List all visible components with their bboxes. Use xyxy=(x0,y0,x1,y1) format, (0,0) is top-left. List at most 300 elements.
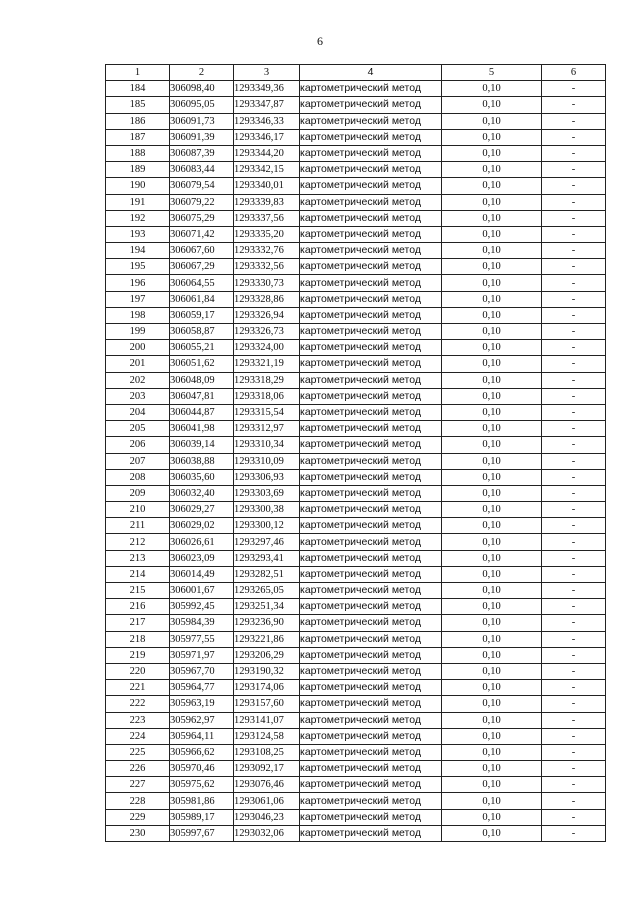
table-row xyxy=(106,372,606,388)
accuracy-cell: 0,10 xyxy=(442,825,542,841)
note-cell: - xyxy=(542,793,606,809)
table-row xyxy=(106,469,606,485)
y-coordinate-cell: 1293347,87 xyxy=(234,97,300,113)
point-number-cell: 224 xyxy=(106,728,170,744)
point-number-cell: 215 xyxy=(106,583,170,599)
note-cell: - xyxy=(542,485,606,501)
x-coordinate-cell: 306067,60 xyxy=(170,243,234,259)
accuracy-cell: 0,10 xyxy=(442,259,542,275)
table-row xyxy=(106,502,606,518)
x-coordinate-cell: 306095,05 xyxy=(170,97,234,113)
point-number-cell: 194 xyxy=(106,243,170,259)
note-cell: - xyxy=(542,437,606,453)
page-number: 6 xyxy=(317,34,323,48)
table-row xyxy=(106,81,606,97)
note-cell: - xyxy=(542,129,606,145)
point-number-cell: 214 xyxy=(106,566,170,582)
y-coordinate-cell: 1293315,54 xyxy=(234,404,300,420)
note-cell: - xyxy=(542,777,606,793)
point-number-cell: 208 xyxy=(106,469,170,485)
table-row xyxy=(106,663,606,679)
header-cell: 5 xyxy=(442,65,542,81)
point-number-cell: 212 xyxy=(106,534,170,550)
x-coordinate-cell: 306083,44 xyxy=(170,162,234,178)
y-coordinate-cell: 1293174,06 xyxy=(234,680,300,696)
note-cell: - xyxy=(542,162,606,178)
table-row xyxy=(106,275,606,291)
x-coordinate-cell: 305970,46 xyxy=(170,761,234,777)
x-coordinate-cell: 305992,45 xyxy=(170,599,234,615)
table-row xyxy=(106,404,606,420)
x-coordinate-cell: 305967,70 xyxy=(170,663,234,679)
note-cell: - xyxy=(542,534,606,550)
accuracy-cell: 0,10 xyxy=(442,324,542,340)
x-coordinate-cell: 305997,67 xyxy=(170,825,234,841)
y-coordinate-cell: 1293326,73 xyxy=(234,324,300,340)
method-cell: картометрический метод xyxy=(300,809,442,825)
method-cell: картометрический метод xyxy=(300,210,442,226)
table-row xyxy=(106,825,606,841)
y-coordinate-cell: 1293312,97 xyxy=(234,421,300,437)
note-cell: - xyxy=(542,469,606,485)
accuracy-cell: 0,10 xyxy=(442,566,542,582)
accuracy-cell: 0,10 xyxy=(442,502,542,518)
accuracy-cell: 0,10 xyxy=(442,777,542,793)
accuracy-cell: 0,10 xyxy=(442,291,542,307)
accuracy-cell: 0,10 xyxy=(442,469,542,485)
table-row xyxy=(106,534,606,550)
x-coordinate-cell: 305964,77 xyxy=(170,680,234,696)
y-coordinate-cell: 1293303,69 xyxy=(234,485,300,501)
table-row xyxy=(106,194,606,210)
accuracy-cell: 0,10 xyxy=(442,226,542,242)
point-number-cell: 199 xyxy=(106,324,170,340)
y-coordinate-cell: 1293300,12 xyxy=(234,518,300,534)
accuracy-cell: 0,10 xyxy=(442,696,542,712)
note-cell: - xyxy=(542,566,606,582)
note-cell: - xyxy=(542,388,606,404)
table-row xyxy=(106,518,606,534)
note-cell: - xyxy=(542,825,606,841)
point-number-cell: 197 xyxy=(106,291,170,307)
note-cell: - xyxy=(542,275,606,291)
accuracy-cell: 0,10 xyxy=(442,550,542,566)
table-row xyxy=(106,809,606,825)
table-row xyxy=(106,388,606,404)
x-coordinate-cell: 306023,09 xyxy=(170,550,234,566)
x-coordinate-cell: 305989,17 xyxy=(170,809,234,825)
method-cell: картометрический метод xyxy=(300,129,442,145)
table-row xyxy=(106,793,606,809)
method-cell: картометрический метод xyxy=(300,307,442,323)
y-coordinate-cell: 1293032,06 xyxy=(234,825,300,841)
point-number-cell: 191 xyxy=(106,194,170,210)
note-cell: - xyxy=(542,226,606,242)
method-cell: картометрический метод xyxy=(300,81,442,97)
y-coordinate-cell: 1293332,56 xyxy=(234,259,300,275)
note-cell: - xyxy=(542,680,606,696)
accuracy-cell: 0,10 xyxy=(442,356,542,372)
note-cell: - xyxy=(542,194,606,210)
point-number-cell: 207 xyxy=(106,453,170,469)
x-coordinate-cell: 306091,73 xyxy=(170,113,234,129)
x-coordinate-cell: 306059,17 xyxy=(170,307,234,323)
method-cell: картометрический метод xyxy=(300,647,442,663)
method-cell: картометрический метод xyxy=(300,583,442,599)
x-coordinate-cell: 306064,55 xyxy=(170,275,234,291)
x-coordinate-cell: 306014,49 xyxy=(170,566,234,582)
x-coordinate-cell: 306035,60 xyxy=(170,469,234,485)
accuracy-cell: 0,10 xyxy=(442,761,542,777)
method-cell: картометрический метод xyxy=(300,113,442,129)
y-coordinate-cell: 1293310,09 xyxy=(234,453,300,469)
x-coordinate-cell: 305964,11 xyxy=(170,728,234,744)
table-row xyxy=(106,599,606,615)
accuracy-cell: 0,10 xyxy=(442,663,542,679)
accuracy-cell: 0,10 xyxy=(442,744,542,760)
accuracy-cell: 0,10 xyxy=(442,793,542,809)
method-cell: картометрический метод xyxy=(300,615,442,631)
accuracy-cell: 0,10 xyxy=(442,275,542,291)
point-number-cell: 216 xyxy=(106,599,170,615)
point-number-cell: 230 xyxy=(106,825,170,841)
note-cell: - xyxy=(542,761,606,777)
y-coordinate-cell: 1293124,58 xyxy=(234,728,300,744)
note-cell: - xyxy=(542,744,606,760)
x-coordinate-cell: 305984,39 xyxy=(170,615,234,631)
method-cell: картометрический метод xyxy=(300,97,442,113)
point-number-cell: 228 xyxy=(106,793,170,809)
method-cell: картометрический метод xyxy=(300,777,442,793)
x-coordinate-cell: 306075,29 xyxy=(170,210,234,226)
point-number-cell: 210 xyxy=(106,502,170,518)
table-row xyxy=(106,97,606,113)
x-coordinate-cell: 305963,19 xyxy=(170,696,234,712)
note-cell: - xyxy=(542,696,606,712)
accuracy-cell: 0,10 xyxy=(442,145,542,161)
y-coordinate-cell: 1293265,05 xyxy=(234,583,300,599)
accuracy-cell: 0,10 xyxy=(442,615,542,631)
x-coordinate-cell: 306079,22 xyxy=(170,194,234,210)
point-number-cell: 185 xyxy=(106,97,170,113)
x-coordinate-cell: 306098,40 xyxy=(170,81,234,97)
note-cell: - xyxy=(542,728,606,744)
method-cell: картометрический метод xyxy=(300,194,442,210)
y-coordinate-cell: 1293346,33 xyxy=(234,113,300,129)
accuracy-cell: 0,10 xyxy=(442,534,542,550)
table-row xyxy=(106,744,606,760)
point-number-cell: 218 xyxy=(106,631,170,647)
x-coordinate-cell: 306041,98 xyxy=(170,421,234,437)
method-cell: картометрический метод xyxy=(300,162,442,178)
point-number-cell: 229 xyxy=(106,809,170,825)
table-row xyxy=(106,421,606,437)
note-cell: - xyxy=(542,145,606,161)
note-cell: - xyxy=(542,712,606,728)
note-cell: - xyxy=(542,178,606,194)
x-coordinate-cell: 305962,97 xyxy=(170,712,234,728)
method-cell: картометрический метод xyxy=(300,178,442,194)
note-cell: - xyxy=(542,809,606,825)
point-number-cell: 196 xyxy=(106,275,170,291)
x-coordinate-cell: 306055,21 xyxy=(170,340,234,356)
method-cell: картометрический метод xyxy=(300,631,442,647)
method-cell: картометрический метод xyxy=(300,518,442,534)
y-coordinate-cell: 1293236,90 xyxy=(234,615,300,631)
method-cell: картометрический метод xyxy=(300,275,442,291)
point-number-cell: 188 xyxy=(106,145,170,161)
y-coordinate-cell: 1293318,06 xyxy=(234,388,300,404)
y-coordinate-cell: 1293326,94 xyxy=(234,307,300,323)
method-cell: картометрический метод xyxy=(300,469,442,485)
method-cell: картометрический метод xyxy=(300,793,442,809)
note-cell: - xyxy=(542,502,606,518)
table-body xyxy=(106,65,606,842)
x-coordinate-cell: 306091,39 xyxy=(170,129,234,145)
method-cell: картометрический метод xyxy=(300,696,442,712)
method-cell: картометрический метод xyxy=(300,291,442,307)
accuracy-cell: 0,10 xyxy=(442,421,542,437)
x-coordinate-cell: 306029,02 xyxy=(170,518,234,534)
table-row xyxy=(106,631,606,647)
note-cell: - xyxy=(542,631,606,647)
accuracy-cell: 0,10 xyxy=(442,243,542,259)
point-number-cell: 220 xyxy=(106,663,170,679)
note-cell: - xyxy=(542,663,606,679)
table-row xyxy=(106,550,606,566)
method-cell: картометрический метод xyxy=(300,340,442,356)
method-cell: картометрический метод xyxy=(300,145,442,161)
x-coordinate-cell: 305977,55 xyxy=(170,631,234,647)
table-row xyxy=(106,761,606,777)
accuracy-cell: 0,10 xyxy=(442,404,542,420)
header-cell: 2 xyxy=(170,65,234,81)
y-coordinate-cell: 1293342,15 xyxy=(234,162,300,178)
method-cell: картометрический метод xyxy=(300,243,442,259)
x-coordinate-cell: 306001,67 xyxy=(170,583,234,599)
point-number-cell: 189 xyxy=(106,162,170,178)
point-number-cell: 226 xyxy=(106,761,170,777)
point-number-cell: 219 xyxy=(106,647,170,663)
y-coordinate-cell: 1293190,32 xyxy=(234,663,300,679)
point-number-cell: 203 xyxy=(106,388,170,404)
table-row xyxy=(106,307,606,323)
y-coordinate-cell: 1293332,76 xyxy=(234,243,300,259)
method-cell: картометрический метод xyxy=(300,372,442,388)
note-cell: - xyxy=(542,324,606,340)
note-cell: - xyxy=(542,340,606,356)
point-number-cell: 227 xyxy=(106,777,170,793)
point-number-cell: 225 xyxy=(106,744,170,760)
method-cell: картометрический метод xyxy=(300,599,442,615)
point-number-cell: 223 xyxy=(106,712,170,728)
point-number-cell: 186 xyxy=(106,113,170,129)
note-cell: - xyxy=(542,404,606,420)
y-coordinate-cell: 1293297,46 xyxy=(234,534,300,550)
note-cell: - xyxy=(542,421,606,437)
note-cell: - xyxy=(542,210,606,226)
accuracy-cell: 0,10 xyxy=(442,680,542,696)
method-cell: картометрический метод xyxy=(300,663,442,679)
y-coordinate-cell: 1293306,93 xyxy=(234,469,300,485)
point-number-cell: 187 xyxy=(106,129,170,145)
y-coordinate-cell: 1293346,17 xyxy=(234,129,300,145)
note-cell: - xyxy=(542,518,606,534)
table-row xyxy=(106,178,606,194)
y-coordinate-cell: 1293141,07 xyxy=(234,712,300,728)
point-number-cell: 221 xyxy=(106,680,170,696)
accuracy-cell: 0,10 xyxy=(442,340,542,356)
point-number-cell: 195 xyxy=(106,259,170,275)
accuracy-cell: 0,10 xyxy=(442,518,542,534)
method-cell: картометрический метод xyxy=(300,324,442,340)
table-header-row xyxy=(106,65,606,81)
y-coordinate-cell: 1293328,86 xyxy=(234,291,300,307)
method-cell: картометрический метод xyxy=(300,421,442,437)
y-coordinate-cell: 1293318,29 xyxy=(234,372,300,388)
accuracy-cell: 0,10 xyxy=(442,583,542,599)
method-cell: картометрический метод xyxy=(300,761,442,777)
method-cell: картометрический метод xyxy=(300,485,442,501)
y-coordinate-cell: 1293076,46 xyxy=(234,777,300,793)
x-coordinate-cell: 306038,88 xyxy=(170,453,234,469)
note-cell: - xyxy=(542,291,606,307)
table-row xyxy=(106,291,606,307)
x-coordinate-cell: 306044,87 xyxy=(170,404,234,420)
x-coordinate-cell: 305971,97 xyxy=(170,647,234,663)
note-cell: - xyxy=(542,243,606,259)
accuracy-cell: 0,10 xyxy=(442,388,542,404)
x-coordinate-cell: 305975,62 xyxy=(170,777,234,793)
table-row xyxy=(106,145,606,161)
method-cell: картометрический метод xyxy=(300,728,442,744)
point-number-cell: 201 xyxy=(106,356,170,372)
point-number-cell: 217 xyxy=(106,615,170,631)
note-cell: - xyxy=(542,453,606,469)
note-cell: - xyxy=(542,81,606,97)
accuracy-cell: 0,10 xyxy=(442,809,542,825)
header-cell: 4 xyxy=(300,65,442,81)
point-number-cell: 193 xyxy=(106,226,170,242)
accuracy-cell: 0,10 xyxy=(442,129,542,145)
method-cell: картометрический метод xyxy=(300,550,442,566)
method-cell: картометрический метод xyxy=(300,226,442,242)
x-coordinate-cell: 306087,39 xyxy=(170,145,234,161)
method-cell: картометрический метод xyxy=(300,259,442,275)
accuracy-cell: 0,10 xyxy=(442,307,542,323)
x-coordinate-cell: 306047,81 xyxy=(170,388,234,404)
y-coordinate-cell: 1293335,20 xyxy=(234,226,300,242)
point-number-cell: 205 xyxy=(106,421,170,437)
y-coordinate-cell: 1293046,23 xyxy=(234,809,300,825)
note-cell: - xyxy=(542,259,606,275)
y-coordinate-cell: 1293330,73 xyxy=(234,275,300,291)
x-coordinate-cell: 306051,62 xyxy=(170,356,234,372)
point-number-cell: 211 xyxy=(106,518,170,534)
note-cell: - xyxy=(542,97,606,113)
point-number-cell: 222 xyxy=(106,696,170,712)
accuracy-cell: 0,10 xyxy=(442,647,542,663)
x-coordinate-cell: 306071,42 xyxy=(170,226,234,242)
accuracy-cell: 0,10 xyxy=(442,113,542,129)
table-row xyxy=(106,243,606,259)
header-cell: 1 xyxy=(106,65,170,81)
note-cell: - xyxy=(542,356,606,372)
method-cell: картометрический метод xyxy=(300,502,442,518)
x-coordinate-cell: 305966,62 xyxy=(170,744,234,760)
table-row xyxy=(106,712,606,728)
method-cell: картометрический метод xyxy=(300,437,442,453)
table-row xyxy=(106,728,606,744)
accuracy-cell: 0,10 xyxy=(442,81,542,97)
x-coordinate-cell: 306079,54 xyxy=(170,178,234,194)
table-row xyxy=(106,777,606,793)
table-row xyxy=(106,647,606,663)
x-coordinate-cell: 306058,87 xyxy=(170,324,234,340)
point-number-cell: 190 xyxy=(106,178,170,194)
y-coordinate-cell: 1293300,38 xyxy=(234,502,300,518)
method-cell: картометрический метод xyxy=(300,680,442,696)
y-coordinate-cell: 1293157,60 xyxy=(234,696,300,712)
y-coordinate-cell: 1293321,19 xyxy=(234,356,300,372)
accuracy-cell: 0,10 xyxy=(442,194,542,210)
table-row xyxy=(106,356,606,372)
header-cell: 3 xyxy=(234,65,300,81)
y-coordinate-cell: 1293339,83 xyxy=(234,194,300,210)
y-coordinate-cell: 1293340,01 xyxy=(234,178,300,194)
point-number-cell: 206 xyxy=(106,437,170,453)
accuracy-cell: 0,10 xyxy=(442,97,542,113)
y-coordinate-cell: 1293310,34 xyxy=(234,437,300,453)
table-row xyxy=(106,437,606,453)
x-coordinate-cell: 306039,14 xyxy=(170,437,234,453)
y-coordinate-cell: 1293337,56 xyxy=(234,210,300,226)
table-row xyxy=(106,680,606,696)
y-coordinate-cell: 1293349,36 xyxy=(234,81,300,97)
point-number-cell: 213 xyxy=(106,550,170,566)
note-cell: - xyxy=(542,599,606,615)
accuracy-cell: 0,10 xyxy=(442,485,542,501)
accuracy-cell: 0,10 xyxy=(442,162,542,178)
point-number-cell: 209 xyxy=(106,485,170,501)
table-row xyxy=(106,210,606,226)
point-number-cell: 200 xyxy=(106,340,170,356)
point-number-cell: 204 xyxy=(106,404,170,420)
table-row xyxy=(106,340,606,356)
y-coordinate-cell: 1293092,17 xyxy=(234,761,300,777)
point-number-cell: 184 xyxy=(106,81,170,97)
note-cell: - xyxy=(542,372,606,388)
accuracy-cell: 0,10 xyxy=(442,599,542,615)
table-row xyxy=(106,226,606,242)
header-cell: 6 xyxy=(542,65,606,81)
y-coordinate-cell: 1293324,00 xyxy=(234,340,300,356)
y-coordinate-cell: 1293293,41 xyxy=(234,550,300,566)
table-row xyxy=(106,259,606,275)
y-coordinate-cell: 1293061,06 xyxy=(234,793,300,809)
method-cell: картометрический метод xyxy=(300,356,442,372)
accuracy-cell: 0,10 xyxy=(442,453,542,469)
point-number-cell: 202 xyxy=(106,372,170,388)
table-row xyxy=(106,485,606,501)
coordinates-table xyxy=(105,64,606,842)
method-cell: картометрический метод xyxy=(300,453,442,469)
table-row xyxy=(106,583,606,599)
note-cell: - xyxy=(542,550,606,566)
method-cell: картометрический метод xyxy=(300,566,442,582)
x-coordinate-cell: 306048,09 xyxy=(170,372,234,388)
note-cell: - xyxy=(542,615,606,631)
